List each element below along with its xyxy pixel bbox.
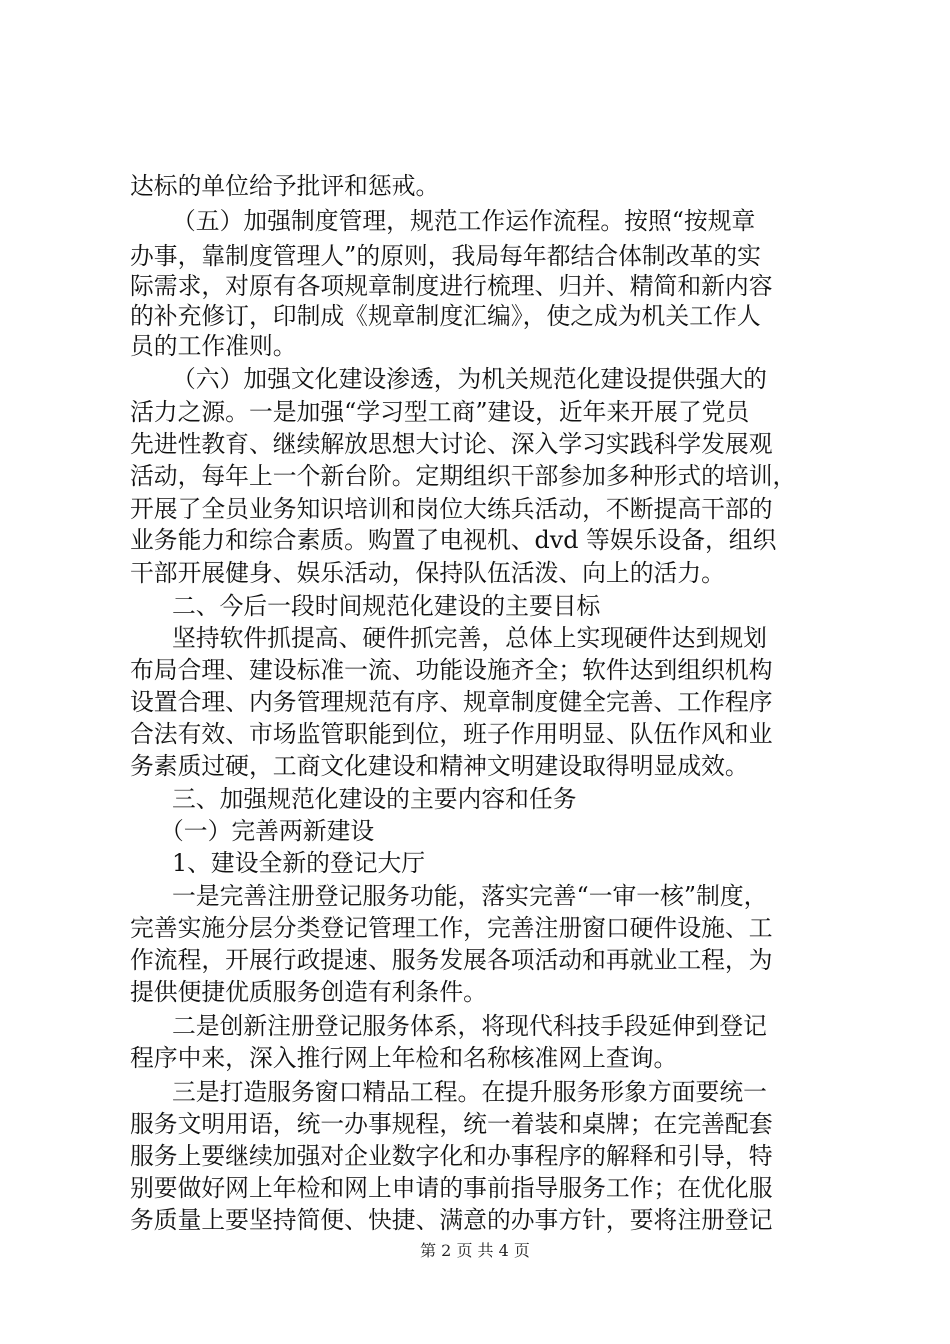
text-line: 办事，靠制度管理人”的原则，我局每年都结合体制改革的实 <box>130 242 761 270</box>
text-line: 完善实施分层分类登记管理工作，完善注册窗口硬件设施、工 <box>130 914 773 942</box>
text-line: 际需求，对原有各项规章制度进行梳理、归并、精简和新内容 <box>130 272 773 300</box>
text-line: 先进性教育、继续解放思想大讨论、深入学习实践科学发展观 <box>130 430 773 458</box>
text-line: 业务能力和综合素质。购置了电视机、dvd 等娱乐设备，组织 <box>130 526 777 554</box>
text-line: 程序中来，深入推行网上年检和名称核准网上查询。 <box>130 1044 678 1072</box>
text-line: 开展了全员业务知识培训和岗位大练兵活动，不断提高干部的 <box>130 495 773 523</box>
text-line: 服务文明用语，统一办事规程，统一着装和桌牌；在完善配套 <box>130 1110 773 1138</box>
subsection-heading: 1、建设全新的登记大厅 <box>172 849 426 877</box>
text-line: 二是创新注册登记服务体系，将现代科技手段延伸到登记 <box>172 1012 767 1040</box>
text-line: 干部开展健身、娱乐活动，保持队伍活泼、向上的活力。 <box>130 559 725 587</box>
text-line: 合法有效、市场监管职能到位，班子作用明显、队伍作风和业 <box>130 720 773 748</box>
text-line: 活动，每年上一个新台阶。定期组织干部参加多种形式的培训， <box>130 462 797 490</box>
text-line: （六）加强文化建设渗透，为机关规范化建设提供强大的 <box>172 365 767 393</box>
text-line: 别要做好网上年检和网上申请的事前指导服务工作；在优化服 <box>130 1174 773 1202</box>
text-line: 布局合理、建设标准一流、功能设施齐全；软件达到组织机构 <box>130 656 773 684</box>
section-heading: 二、今后一段时间规范化建设的主要目标 <box>172 592 601 620</box>
text-line: 一是完善注册登记服务功能，落实完善“一审一核”制度， <box>172 882 768 910</box>
text-line: 活力之源。一是加强“学习型工商”建设，近年来开展了党员 <box>130 398 750 426</box>
text-line: 务质量上要坚持简便、快捷、满意的办事方针，要将注册登记 <box>130 1206 773 1234</box>
text-line: （五）加强制度管理，规范工作运作流程。按照“按规章 <box>172 207 756 235</box>
text-line: 的补充修订，印制成《规章制度汇编》，使之成为机关工作人 <box>130 302 761 330</box>
text-line: 作流程，开展行政提速、服务发展各项活动和再就业工程，为 <box>130 946 773 974</box>
section-heading: 三、加强规范化建设的主要内容和任务 <box>172 785 577 813</box>
page-footer: 第 2 页 共 4 页 <box>420 1241 530 1260</box>
text-line: 坚持软件抓提高、硬件抓完善，总体上实现硬件达到规划 <box>172 624 767 652</box>
text-line: 设置合理、内务管理规范有序、规章制度健全完善、工作程序 <box>130 688 773 716</box>
text-line: 务素质过硬，工商文化建设和精神文明建设取得明显成效。 <box>130 752 749 780</box>
text-line: 达标的单位给予批评和惩戒。 <box>130 172 440 200</box>
text-line: 提供便捷优质服务创造有利条件。 <box>130 978 487 1006</box>
text-line: 三是打造服务窗口精品工程。在提升服务形象方面要统一 <box>172 1078 767 1106</box>
text-line: 服务上要继续加强对企业数字化和办事程序的解释和引导，特 <box>130 1142 773 1170</box>
subsection-heading: （一）完善两新建设 <box>160 817 375 845</box>
text-line: 员的工作准则。 <box>130 332 297 360</box>
